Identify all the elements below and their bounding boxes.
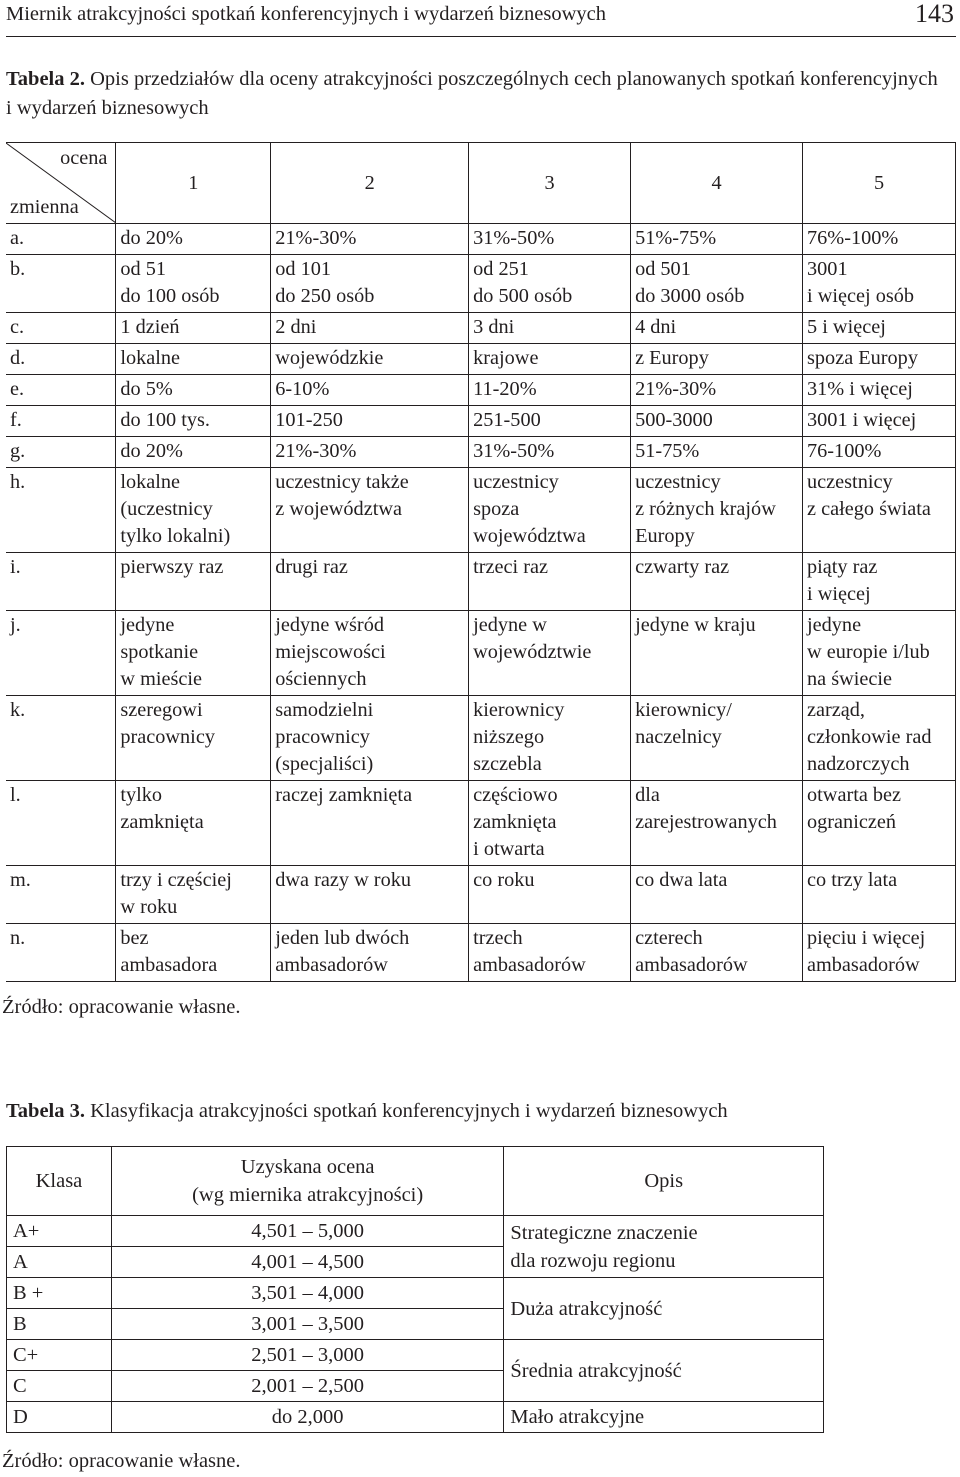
table-cell: 3 dni [469,313,631,344]
table-cell: wojewódzkie [271,344,469,375]
running-head [6,0,956,37]
table-cell: piąty raz i więcej [803,553,956,611]
table-cell: dwa razy w roku [271,866,469,924]
column-header-1: 1 [116,143,271,224]
row-label: h. [6,468,116,553]
table-cell: 51%-75% [631,224,803,255]
table-row [7,1278,824,1309]
ocena-cell: 4,501 – 5,000 [111,1216,503,1247]
table-cell: od 51 do 100 osób [116,255,271,313]
table-cell: 51-75% [631,437,803,468]
ocena-cell: 4,001 – 4,500 [111,1247,503,1278]
table-row [7,1340,824,1371]
table-cell: pierwszy raz [116,553,271,611]
table-row [6,437,956,468]
table-cell: 11-20% [469,375,631,406]
table-cell: bez ambasadora [116,924,271,982]
table-cell: jedyne spotkanie w mieście [116,611,271,696]
ocena-cell: 3,001 – 3,500 [111,1309,503,1340]
row-label: f. [6,406,116,437]
table-cell: trzy i częściej w roku [116,866,271,924]
table3-header-ocena: Uzyskana ocena (wg miernika atrakcyjności) [111,1147,503,1216]
table-cell: 3001 i więcej [803,406,956,437]
table3-caption [6,1097,946,1126]
table-cell: pięciu i więcej ambasadorów [803,924,956,982]
table-cell: kierownicy/ naczelnicy [631,696,803,781]
table-cell: krajowe [469,344,631,375]
column-header-3: 3 [469,143,631,224]
table3-caption-label: Tabela 3. [6,1100,85,1122]
table-cell: 31% i więcej [803,375,956,406]
table-cell: dla zarejestrowanych [631,781,803,866]
table-cell: uczestnicy spoza województwa [469,468,631,553]
klasa-cell: A [7,1247,112,1278]
table-cell: 3001 i więcej osób [803,255,956,313]
table-row [6,611,956,696]
table-cell: z Europy [631,344,803,375]
table-row [6,224,956,255]
table2-caption-label: Tabela 2. [6,68,85,90]
table3-source: Źródło: opracowanie własne. [2,1450,241,1472]
table-cell: drugi raz [271,553,469,611]
table2-caption-text: Opis przedziałów dla oceny atrakcyjności poszczególnych cech planowanych spotkań konferencyjnych i wydarzeń biznesowych [6,68,938,119]
table-row [6,406,956,437]
klasa-cell: B [7,1309,112,1340]
corner-label-zmienna: zmienna [10,196,79,218]
opis-cell: Strategiczne znaczenie dla rozwoju regionu [504,1216,824,1278]
column-header-5: 5 [803,143,956,224]
table-cell: czwarty raz [631,553,803,611]
table-row [6,468,956,553]
row-label: i. [6,553,116,611]
table-cell: lokalne [116,344,271,375]
table-cell: do 20% [116,224,271,255]
column-header-4: 4 [631,143,803,224]
klasa-cell: A+ [7,1216,112,1247]
table-row [6,344,956,375]
table-cell: od 251 do 500 osób [469,255,631,313]
row-label: l. [6,781,116,866]
running-title: Miernik atrakcyjności spotkań konferencyjnych i wydarzeń biznesowych [6,3,606,25]
row-label: a. [6,224,116,255]
table-cell: co roku [469,866,631,924]
table-cell: od 101 do 250 osób [271,255,469,313]
table-cell: do 20% [116,437,271,468]
row-label: m. [6,866,116,924]
table-cell: do 5% [116,375,271,406]
klasa-cell: D [7,1402,112,1433]
table-row [6,781,956,866]
row-label: c. [6,313,116,344]
table-cell: samodzielni pracownicy (specjaliści) [271,696,469,781]
table-row [6,255,956,313]
table-cell: uczestnicy z całego świata [803,468,956,553]
klasa-cell: C+ [7,1340,112,1371]
table3-body [7,1147,824,1433]
table2 [6,142,956,982]
klasa-cell: C [7,1371,112,1402]
row-label: d. [6,344,116,375]
ocena-cell: 2,001 – 2,500 [111,1371,503,1402]
table-cell: jedyne w europie i/lub na świecie [803,611,956,696]
table-cell: 251-500 [469,406,631,437]
column-header-2: 2 [271,143,469,224]
table-cell: co dwa lata [631,866,803,924]
table-cell: jedyne w kraju [631,611,803,696]
ocena-cell: 3,501 – 4,000 [111,1278,503,1309]
table-cell: 76-100% [803,437,956,468]
table-cell: 500-3000 [631,406,803,437]
table3-header-row [7,1147,824,1216]
table-cell: 21%-30% [631,375,803,406]
table-row [7,1216,824,1247]
table-cell: 6-10% [271,375,469,406]
table-cell: 31%-50% [469,224,631,255]
table-cell: 5 i więcej [803,313,956,344]
table3-header-opis: Opis [504,1147,824,1216]
table-cell: szeregowi pracownicy [116,696,271,781]
table-cell: jeden lub dwóch ambasadorów [271,924,469,982]
ocena-cell: 2,501 – 3,000 [111,1340,503,1371]
opis-cell: Średnia atrakcyjność [504,1340,824,1402]
table3-header-klasa: Klasa [7,1147,112,1216]
table-cell: trzech ambasadorów [469,924,631,982]
table-cell: 76%-100% [803,224,956,255]
table-cell: 21%-30% [271,437,469,468]
row-label: g. [6,437,116,468]
table-row [7,1402,824,1433]
table2-corner-cell [6,143,116,224]
klasa-cell: B + [7,1278,112,1309]
table-cell: 4 dni [631,313,803,344]
table-cell: 2 dni [271,313,469,344]
table-row [6,696,956,781]
table-cell: otwarta bez ograniczeń [803,781,956,866]
table3-caption-text: Klasyfikacja atrakcyjności spotkań konferencyjnych i wydarzeń biznesowych [90,1100,728,1122]
table-row [6,553,956,611]
table-cell: 101-250 [271,406,469,437]
row-label: j. [6,611,116,696]
row-label: n. [6,924,116,982]
table-cell: od 501 do 3000 osób [631,255,803,313]
row-label: e. [6,375,116,406]
row-label: k. [6,696,116,781]
table-cell: do 100 tys. [116,406,271,437]
table-cell: spoza Europy [803,344,956,375]
table3 [6,1146,824,1433]
table-cell: uczestnicy z różnych krajów Europy [631,468,803,553]
table-row [6,866,956,924]
table-cell: trzeci raz [469,553,631,611]
table-cell: lokalne (uczestnicy tylko lokalni) [116,468,271,553]
opis-cell: Duża atrakcyjność [504,1278,824,1340]
table-cell: 31%-50% [469,437,631,468]
table-cell: 21%-30% [271,224,469,255]
table-cell: tylko zamknięta [116,781,271,866]
ocena-cell: do 2,000 [111,1402,503,1433]
table-cell: kierownicy niższego szczebla [469,696,631,781]
row-label: b. [6,255,116,313]
table2-header-row [6,143,956,224]
page-number: 143 [915,0,954,28]
table-row [6,375,956,406]
table2-source: Źródło: opracowanie własne. [2,996,241,1018]
table-row [6,924,956,982]
table-cell: co trzy lata [803,866,956,924]
table-cell: jedyne wśród miejscowości ościennych [271,611,469,696]
table-cell: częściowo zamknięta i otwarta [469,781,631,866]
table-cell: zarząd, członkowie rad nadzorczych [803,696,956,781]
table-cell: uczestnicy także z województwa [271,468,469,553]
table-cell: raczej zamknięta [271,781,469,866]
table-cell: jedyne w województwie [469,611,631,696]
corner-label-ocena: ocena [60,147,108,169]
table2-body [6,224,956,982]
table2-caption [6,65,946,123]
table-row [6,313,956,344]
table-cell: 1 dzień [116,313,271,344]
table-cell: czterech ambasadorów [631,924,803,982]
opis-cell: Mało atrakcyjne [504,1402,824,1433]
